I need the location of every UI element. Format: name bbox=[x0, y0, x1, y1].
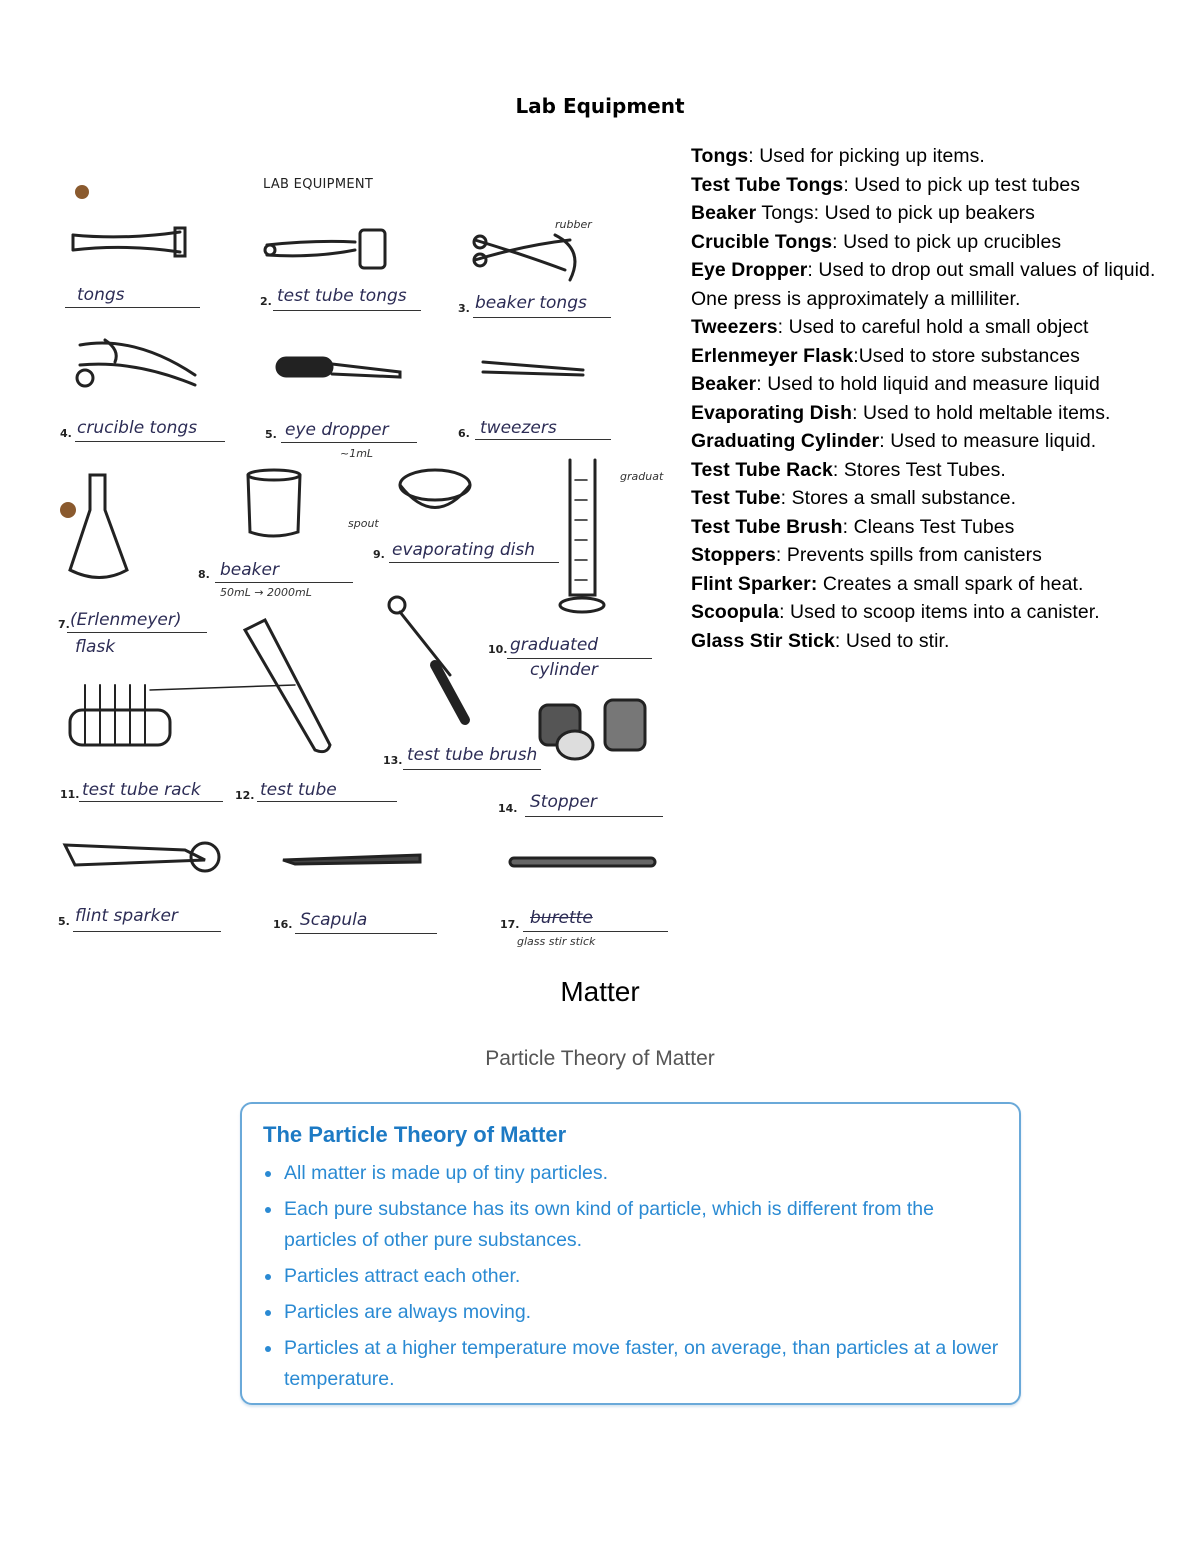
label-crucible-tongs: crucible tongs bbox=[77, 418, 198, 438]
beaker-tongs-drawing bbox=[474, 235, 575, 280]
definition-item: Crucible Tongs: Used to pick up crucibles bbox=[691, 230, 1062, 253]
note-cylinder: cylinder bbox=[530, 660, 598, 680]
document-title: Lab Equipment bbox=[515, 94, 685, 118]
label-beaker-tongs: beaker tongs bbox=[475, 293, 587, 313]
definition-item: Glass Stir Stick: Used to stir. bbox=[691, 629, 950, 652]
equipment-drawings bbox=[55, 140, 680, 960]
equipment-definitions bbox=[691, 142, 1161, 655]
definition-item: Evaporating Dish: Used to hold meltable items. bbox=[691, 401, 1111, 424]
test-tube-rack-drawing bbox=[70, 685, 295, 745]
label-test-tube: test tube bbox=[260, 780, 337, 800]
label-graduated: graduated bbox=[510, 635, 599, 655]
definition-item: Tweezers: Used to careful hold a small object bbox=[691, 316, 1089, 338]
list-item: Particles at a higher temperature move faster, on average, than particles at a lower temperature. bbox=[262, 1333, 1002, 1395]
note-graduated-side: graduat bbox=[620, 470, 664, 483]
stoppers-drawing bbox=[540, 700, 645, 759]
definition-item: Test Tube Rack: Stores Test Tubes. bbox=[691, 458, 1006, 481]
punch-hole-2 bbox=[60, 502, 76, 518]
label-scapula: Scapula bbox=[300, 910, 368, 930]
note-glass-stir: glass stir stick bbox=[517, 935, 596, 948]
definition-item: Eye Dropper: Used to drop out small values of liquid. One press is approximately a milliliter. bbox=[691, 259, 1156, 310]
label-evaporating-dish: evaporating dish bbox=[392, 540, 536, 560]
definition-item: Test Tube Tongs: Used to pick up test tubes bbox=[691, 173, 1081, 196]
test-tube-brush-drawing bbox=[389, 597, 465, 720]
glass-stir-stick-drawing bbox=[510, 858, 655, 866]
particle-theory-list bbox=[262, 1158, 1002, 1400]
definition-item: Graduating Cylinder: Used to measure liquid. bbox=[691, 430, 1097, 452]
label-eye-dropper: eye dropper bbox=[285, 420, 389, 440]
definition-item: Beaker: Used to hold liquid and measure liquid bbox=[691, 373, 1100, 395]
label-flint-sparker: flint sparker bbox=[75, 906, 178, 926]
definition-item: Scoopula: Used to scoop items into a canister. bbox=[691, 601, 1100, 623]
tweezers-drawing bbox=[483, 362, 583, 375]
label-beaker: beaker bbox=[220, 560, 279, 580]
label-test-tube-rack: test tube rack bbox=[82, 780, 201, 800]
definition-item: Test Tube Brush: Cleans Test Tubes bbox=[691, 515, 1015, 538]
note-ml: ~1mL bbox=[340, 447, 374, 460]
list-item: Particles are always moving. bbox=[262, 1297, 1002, 1328]
list-item: Particles attract each other. bbox=[262, 1261, 1002, 1292]
erlenmeyer-flask-drawing bbox=[70, 475, 127, 578]
scoopula-drawing bbox=[283, 855, 420, 864]
label-test-tube-tongs: test tube tongs bbox=[277, 286, 407, 306]
test-tube-tongs-drawing bbox=[265, 230, 385, 268]
label-tweezers: tweezers bbox=[480, 418, 557, 438]
note-spout: spout bbox=[348, 517, 379, 530]
crucible-tongs-drawing bbox=[77, 340, 195, 386]
note-flask: flask bbox=[75, 637, 116, 657]
definition-item: Flint Sparker: Creates a small spark of heat. bbox=[691, 572, 1084, 595]
definition-item: Test Tube: Stores a small substance. bbox=[691, 487, 1017, 509]
worksheet-heading: LAB EQUIPMENT bbox=[263, 177, 374, 192]
tongs-drawing bbox=[73, 228, 185, 256]
definition-item: Erlenmeyer Flask:Used to store substances bbox=[691, 344, 1080, 367]
list-item: All matter is made up of tiny particles. bbox=[262, 1158, 1002, 1189]
definition-item: Beaker Tongs: Used to pick up beakers bbox=[691, 202, 1035, 224]
definition-item: Tongs: Used for picking up items. bbox=[691, 145, 985, 167]
label-erlenmeyer: (Erlenmeyer) bbox=[70, 610, 182, 630]
graduated-cylinder-drawing bbox=[560, 460, 604, 612]
particle-theory-title: The Particle Theory of Matter bbox=[263, 1122, 567, 1147]
list-item: Each pure substance has its own kind of particle, which is different from the particles of other pure substances. bbox=[262, 1194, 1002, 1256]
eye-dropper-drawing bbox=[277, 358, 400, 377]
note-beaker-range: 50mL → 2000mL bbox=[220, 586, 312, 599]
label-tongs: tongs bbox=[77, 285, 125, 305]
beaker-drawing bbox=[248, 470, 300, 536]
label-stopper: Stopper bbox=[530, 792, 597, 812]
label-test-tube-brush: test tube brush bbox=[407, 745, 538, 765]
definition-item: Stoppers: Prevents spills from canisters bbox=[691, 544, 1042, 566]
particle-theory-box bbox=[240, 1102, 1021, 1405]
label-burette: burette bbox=[530, 908, 593, 928]
matter-heading: Matter bbox=[560, 976, 640, 1007]
punch-hole-1 bbox=[75, 185, 89, 199]
lab-equipment-worksheet: LAB EQUIPMENT tongs 2. test tube tongs 3. beaker tongs rubber 4. crucible tongs 5. eye dropper ~1mL 6. tweezers 8. beaker 50mL → 2000mL spout 9. evaporating dish graduat 7. (Erlenmeyer) flask 10. graduated cylinder 13. test tube brush 11. test tube rack 12. test tube 14. Stopper 5. flint sparker 16. Scapula 17. burette glass stir stick bbox=[55, 140, 680, 960]
note-rubber: rubber bbox=[555, 218, 592, 231]
matter-subtitle: Particle Theory of Matter bbox=[485, 1047, 715, 1070]
flint-sparker-drawing bbox=[65, 843, 219, 871]
evaporating-dish-drawing bbox=[400, 470, 470, 508]
